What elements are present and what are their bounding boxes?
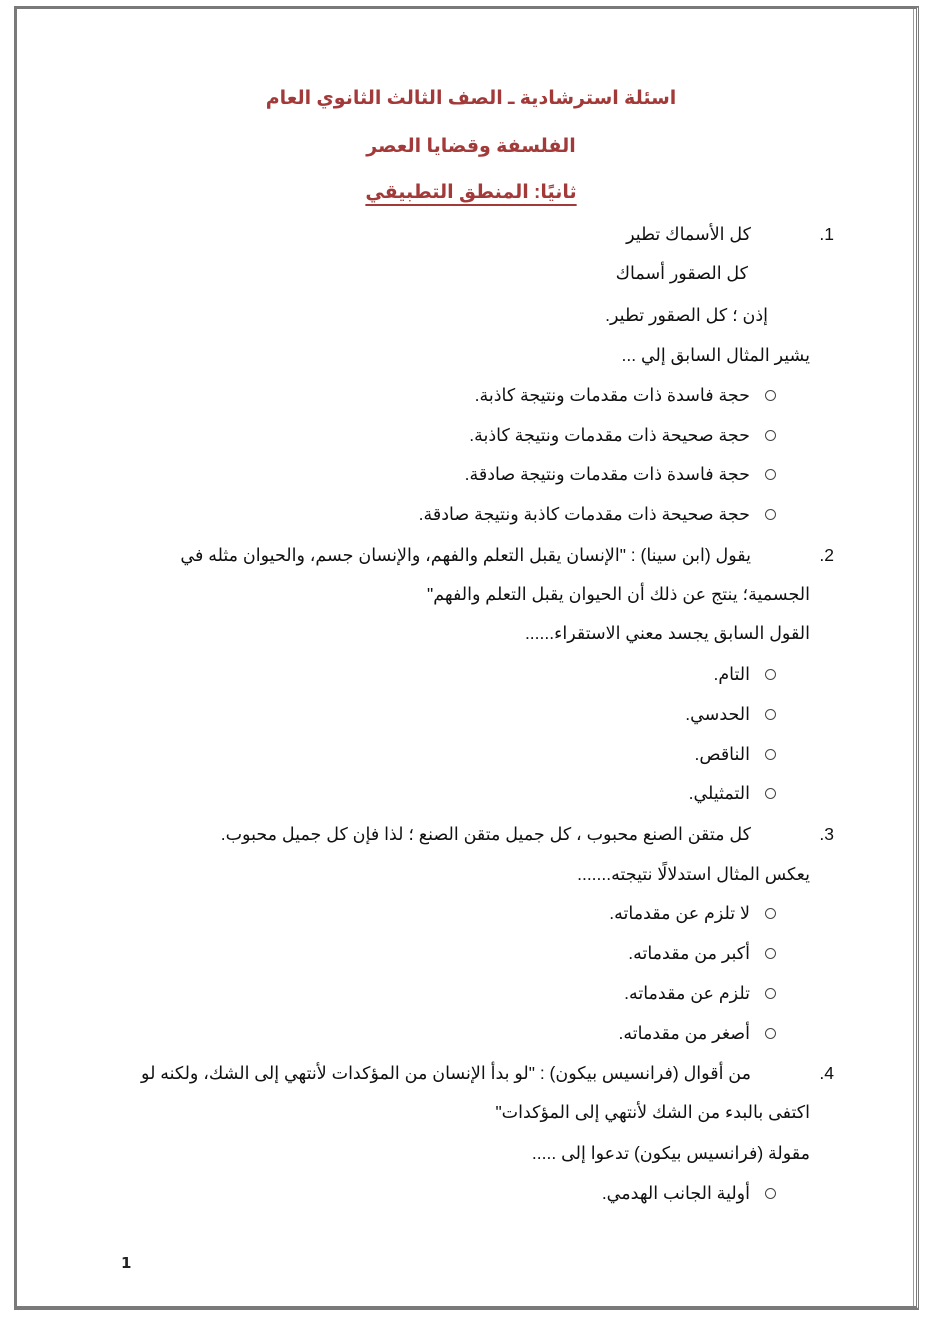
option-label: حجة فاسدة ذات مقدمات ونتيجة كاذبة.	[474, 385, 750, 405]
option-label: حجة فاسدة ذات مقدمات ونتيجة صادقة.	[464, 464, 750, 484]
section-title	[0, 174, 934, 219]
question-number: .4	[819, 1063, 834, 1083]
radio-circle-icon[interactable]	[765, 669, 776, 680]
question-prompt: مقولة (فرانسيس بيكون) تدعوا إلى .....	[531, 1143, 810, 1163]
question-prompt: يشير المثال السابق إلي ...	[621, 345, 810, 365]
option-label: أولية الجانب الهدمي.	[601, 1183, 750, 1203]
option-label: التمثيلي.	[688, 783, 750, 803]
option-label: لا تلزم عن مقدماته.	[609, 903, 750, 923]
radio-circle-icon[interactable]	[765, 430, 776, 441]
radio-circle-icon[interactable]	[765, 908, 776, 919]
question-line: يقول (ابن سينا) : "الإنسان يقبل التعلم والفهم، والإنسان جسم، والحيوان مثله في	[180, 545, 751, 565]
question-number: .3	[819, 824, 834, 844]
question-line: اكتفى بالبدء من الشك لأنتهي إلى المؤكدات"	[495, 1102, 810, 1122]
radio-circle-icon[interactable]	[765, 988, 776, 999]
question-line: الجسمية؛ ينتج عن ذلك أن الحيوان يقبل التعلم والفهم"	[427, 584, 810, 604]
radio-circle-icon[interactable]	[765, 390, 776, 401]
question-line: كل متقن الصنع محبوب ، كل جميل متقن الصنع ؛ لذا فإن كل جميل محبوب.	[220, 824, 751, 844]
question-line: كل الأسماك تطير	[626, 224, 751, 244]
radio-circle-icon[interactable]	[765, 469, 776, 480]
section-title-text: ثانيًا: المنطق التطبيقي	[365, 182, 577, 203]
option-label: أكبر من مقدماته.	[628, 943, 750, 963]
radio-circle-icon[interactable]	[765, 509, 776, 520]
option-label: الحدسي.	[685, 704, 750, 724]
radio-circle-icon[interactable]	[765, 749, 776, 760]
question-prompt: القول السابق يجسد معني الاستقراء......	[524, 623, 810, 643]
document-title	[0, 80, 934, 125]
question-line: من أقوال (فرانسيس بيكون) : "لو بدأ الإنسان من المؤكدات لأنتهي إلى الشك، ولكنه لو	[141, 1063, 751, 1083]
page-number: 1	[121, 1254, 132, 1272]
question-prompt: يعكس المثال استدلالًا نتيجته.......	[577, 864, 810, 884]
subject-title	[0, 128, 934, 173]
radio-circle-icon[interactable]	[765, 1028, 776, 1039]
question-number: .2	[819, 545, 834, 565]
option-label: الناقص.	[694, 744, 750, 764]
radio-circle-icon[interactable]	[765, 1188, 776, 1199]
subject-title-text: الفلسفة وقضايا العصر	[366, 136, 576, 157]
option-label: تلزم عن مقدماته.	[624, 983, 750, 1003]
option-label: حجة صحيحة ذات مقدمات كاذبة ونتيجة صادقة.	[418, 504, 750, 524]
option-label: التام.	[713, 664, 750, 684]
radio-circle-icon[interactable]	[765, 788, 776, 799]
question-number: .1	[819, 224, 834, 244]
question-line: كل الصقور أسماك	[615, 263, 748, 283]
option-label: أصغر من مقدماته.	[618, 1023, 750, 1043]
radio-circle-icon[interactable]	[765, 948, 776, 959]
question-line: إذن ؛ كل الصقور تطير.	[605, 305, 768, 325]
option-label: حجة صحيحة ذات مقدمات ونتيجة كاذبة.	[469, 425, 750, 445]
radio-circle-icon[interactable]	[765, 709, 776, 720]
document-title-text: اسئلة استرشادية ـ الصف الثالث الثانوي العام	[265, 88, 677, 109]
